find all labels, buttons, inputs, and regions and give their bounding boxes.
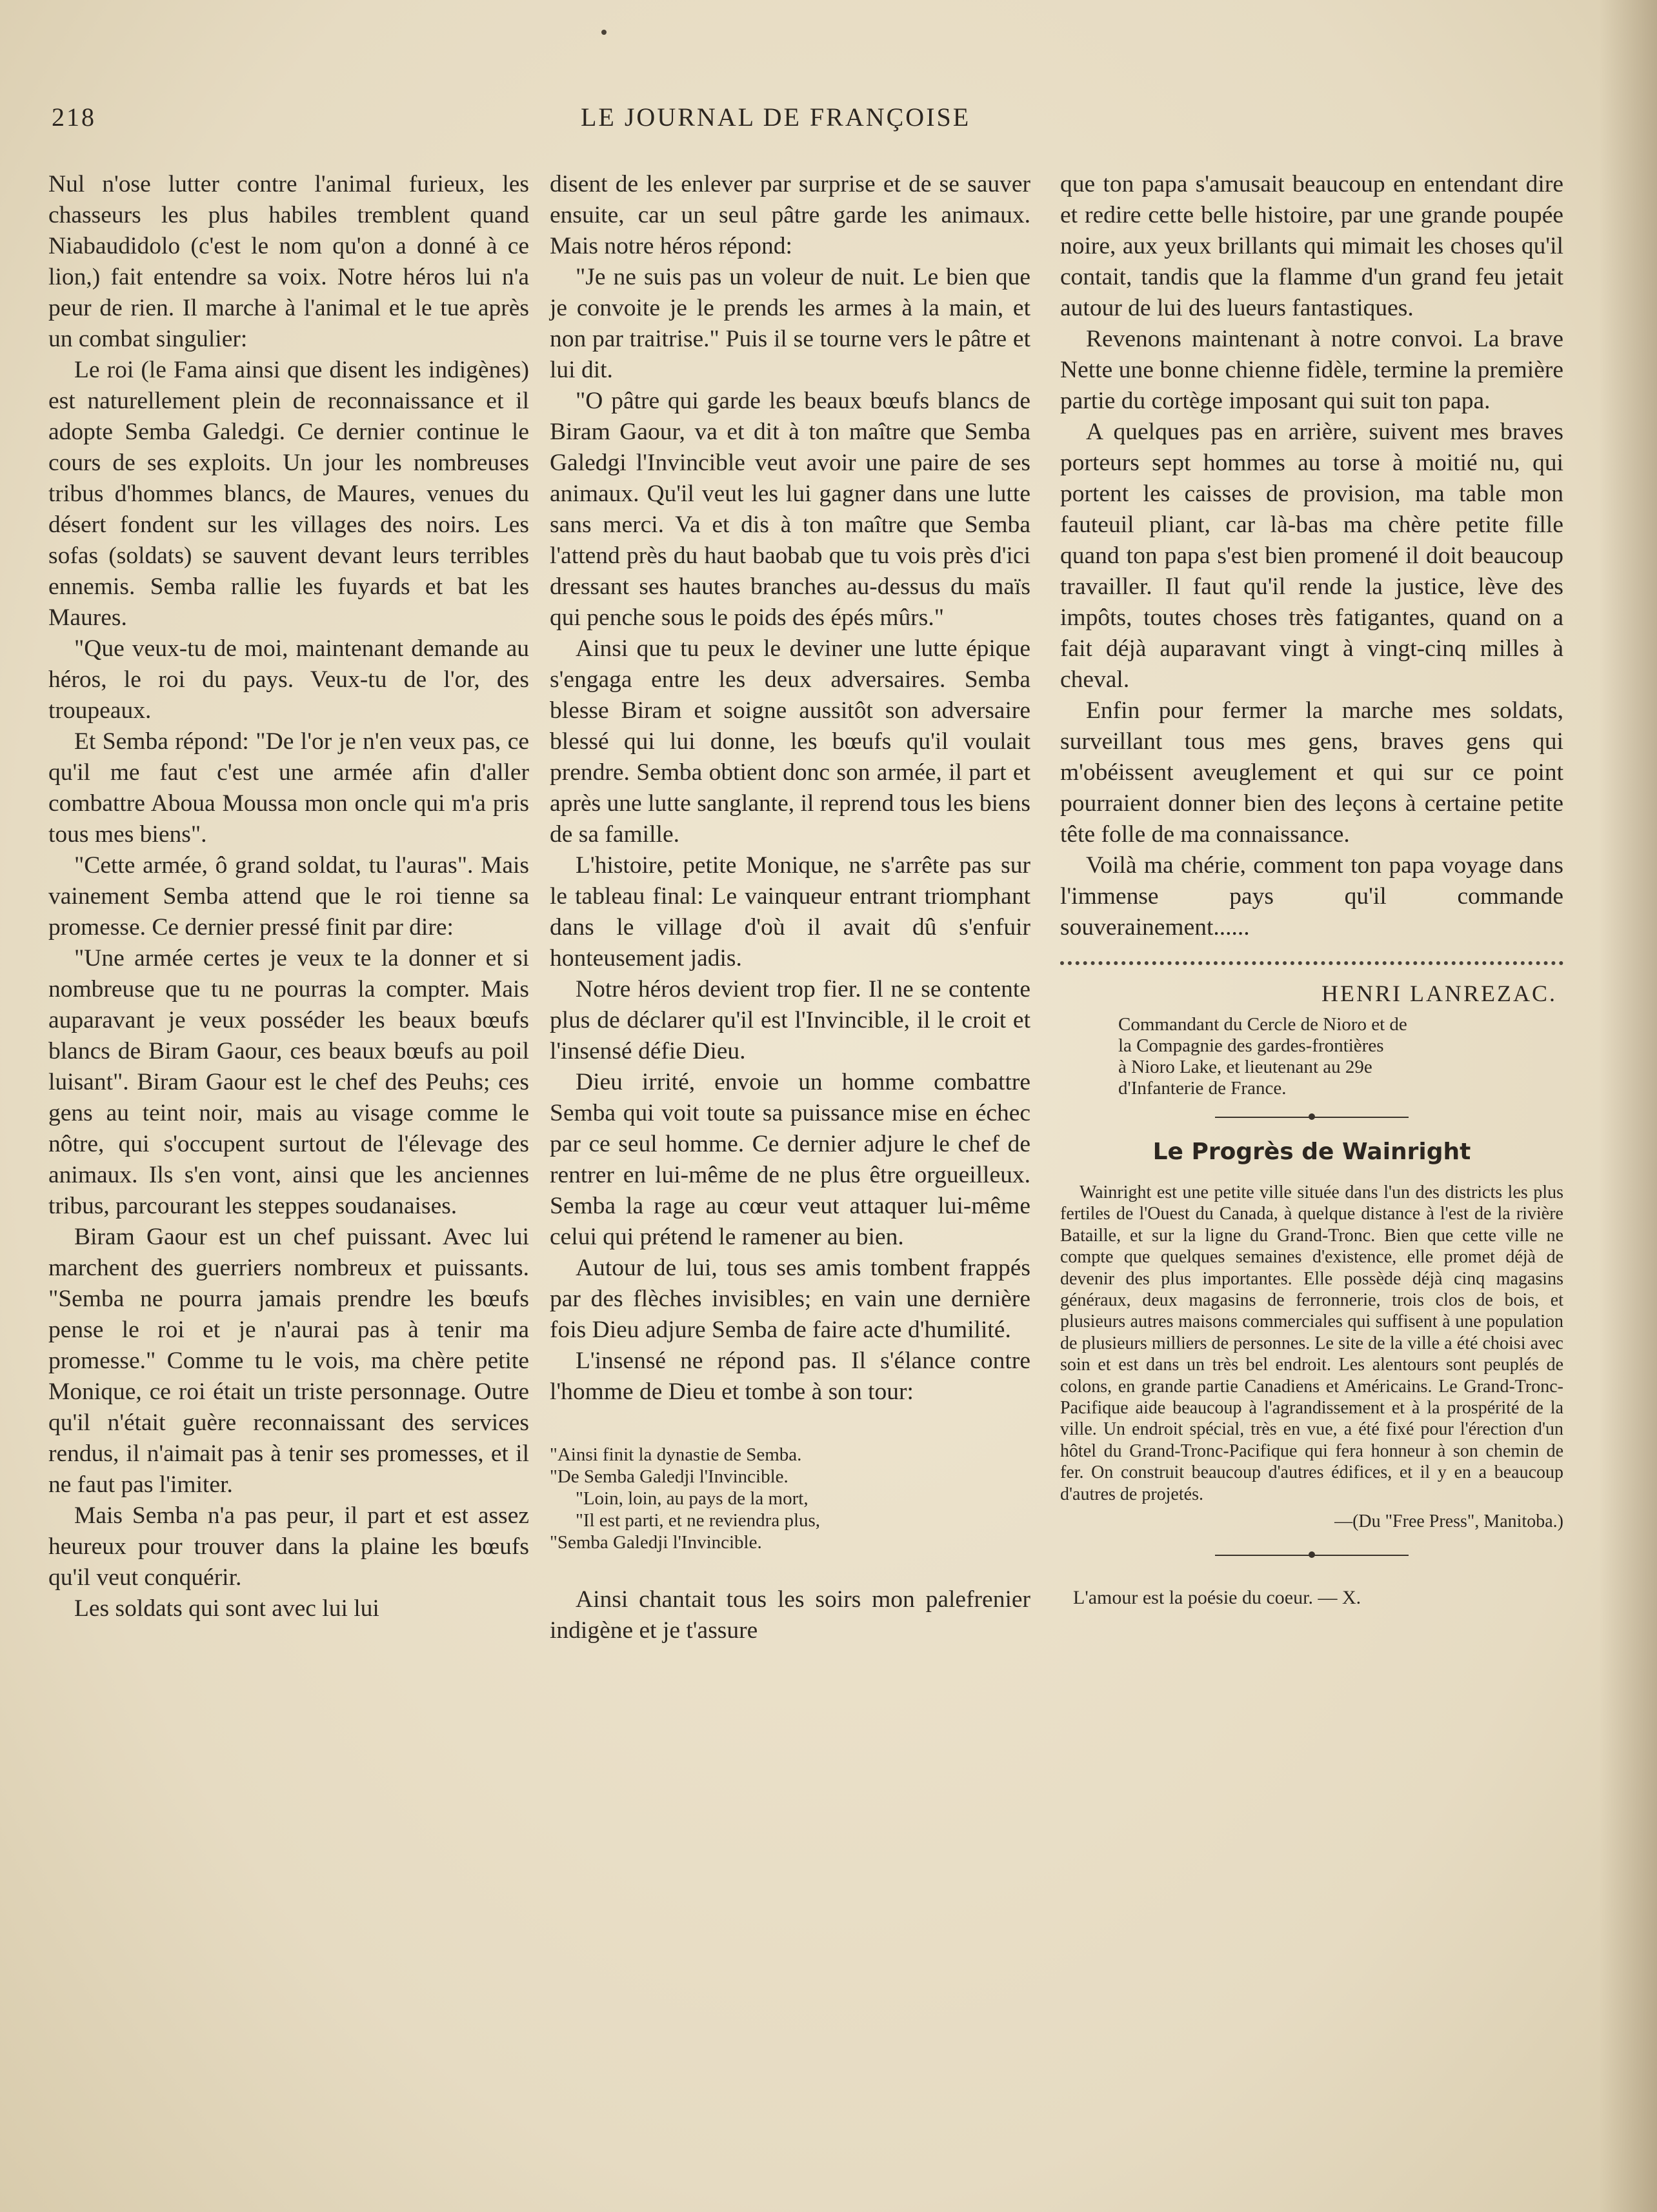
paragraph: Voilà ma chérie, comment ton papa voyage dans l'immense pays qu'il commande souverainement...... [1060, 852, 1563, 941]
ornamental-rule [1215, 1549, 1409, 1562]
paragraph: Revenons maintenant à notre convoi. La brave Nette une bonne chienne fidèle, termine la première partie du cortège imposant qui suit ton papa. [1060, 326, 1563, 414]
verse-line: "Semba Galedji l'Invincible. [550, 1532, 762, 1553]
paragraph: Mais Semba n'a pas peur, il part et est assez heureux pour trouver dans la plaine les bœufs qu'il veut conquérir. [48, 1502, 529, 1591]
paragraph: L'histoire, petite Monique, ne s'arrête pas sur le tableau final: Le vainqueur entrant triomphant dans le village d'où il avait dû s'enfuir honteusement jadis. [550, 852, 1030, 971]
paragraph: "Une armée certes je veux te la donner et si nombreuse que tu ne pourras la compter. Mais auparavant je veux posséder les beaux bœufs blancs de Biram Gaour, ces beaux bœufs au poil luisant". Biram Gaour est le chef des Peuhs; ces gens au teint noir, mais au visage comme le nôtre, qui s'occupent surtout de l'élevage des animaux. Ils s'en vont, ainsi que les anciennes tribus, parcourant les steppes soudanaises. [48, 945, 529, 1219]
paragraph: Et Semba répond: "De l'or je n'en veux pas, ce qu'il me faut c'est une armée afin d'aller combattre Aboua Moussa mon oncle qui m'a pris tous mes biens". [48, 728, 529, 848]
maxim: L'amour est la poésie du coeur. — X. [1073, 1587, 1361, 1609]
author-title-line: d'Infanterie de France. [1118, 1078, 1287, 1099]
column-2 [550, 169, 1030, 1646]
paragraph: Notre héros devient trop fier. Il ne se contente plus de déclarer qu'il est l'Invincible, il le croit et l'insensé défie Dieu. [550, 976, 1030, 1064]
column-3 [1060, 169, 1563, 1613]
print-mark [601, 30, 607, 35]
author-title-line: la Compagnie des gardes-frontières [1118, 1035, 1384, 1056]
paragraph: "Je ne suis pas un voleur de nuit. Le bien que je convoite je le prends les armes à la main, et non par traitrise." Puis il se tourne vers le pâtre et lui dit. [550, 264, 1030, 383]
article-paragraph: Wainright est une petite ville située dans l'un des districts les plus fertiles de l'Ouest du Canada, à quelque distance à l'est de la rivière Bataille, et sur la ligne du Grand-Tronc. Bien que cette ville ne compte que quelques semaines d'existence, elle promet déjà de devenir des plus importantes. Elle possède déjà cinq magasins généraux, deux magasins de ferronnerie, trois clos de bois, et plusieurs autres maisons commerciales qui suffisent à une population de plusieurs milliers de personnes. Le site de la ville a été choisi avec soin et est dans un très bel endroit. Les alentours sont peuplés de colons, en grande partie Canadiens et Américains. Le Grand-Tronc-Pacifique aide beaucoup à l'agrandissement et à la prospérité de la ville. Un endroit spécial, très en vue, a été fixé pour l'érection d'un hôtel du Grand-Tronc-Pacifique qui fera honneur à son chemin de fer. On construit beaucoup d'autres édifices, et il y en a beaucoup d'autres de projetés. [1060, 1182, 1563, 1504]
paragraph: Enfin pour fermer la marche mes soldats, surveillant tous mes gens, braves gens qui m'obéissent aveuglement et qui sur ce point pourraient donner bien des leçons à certaine petite tête folle de ma connaissance. [1060, 697, 1563, 848]
verse-line: "Ainsi finit la dynastie de Semba. [550, 1444, 802, 1465]
page-number: 218 [52, 103, 96, 132]
verse-line: "Loin, loin, au pays de la mort, [576, 1488, 808, 1509]
article-source: —(Du "Free Press", Manitoba.) [1334, 1511, 1563, 1532]
song-verse [550, 1444, 1030, 1553]
paragraph: Biram Gaour est un chef puissant. Avec lui marchent des guerriers nombreux et puissants. "Semba ne pourra jamais prendre les bœufs pense le roi et je n'aurai pas à tenir ma promesse." Comme tu le vois, ma chère petite Monique, ce roi était un triste personnage. Outre qu'il n'était guère reconnaissant des services rendus, il n'aimait pas à tenir ses promesses, et il ne faut pas l'imiter. [48, 1224, 529, 1498]
column-1 [48, 169, 529, 1624]
paragraph: Nul n'ose lutter contre l'animal furieux, les chasseurs les plus habiles tremblent quand Niabaudidolo (c'est le nom qu'on a donné à ce lion,) fait entendre sa voix. Notre héros lui n'a peur de rien. Il marche à l'animal et le tue après un combat singulier: [48, 171, 529, 352]
paragraph: Ainsi que tu peux le deviner une lutte épique s'engaga entre les deux adversaires. Semba blesse Biram et soigne aussitôt son adversaire blessé qui lui donne, les bœufs qu'il voulait prendre. Semba obtient donc son armée, il part et après une lutte sanglante, il reprend tous les biens de sa famille. [550, 635, 1030, 848]
paragraph: A quelques pas en arrière, suivent mes braves porteurs sept hommes au torse à moitié nu, qui portent les caisses de provision, ma table mon fauteuil pliant, car là-bas ma chère petite fille quand ton papa s'est bien promené il doit beaucoup travailler. Il faut qu'il rende la justice, lève des impôts, toutes choses très fatigantes, quand on a fait déjà auparavant vingt à vingt-cinq milles à cheval. [1060, 419, 1563, 693]
paragraph: Le roi (le Fama ainsi que disent les indigènes) est naturellement plein de reconnaissance et il adopte Semba Galedgi. Ce dernier continue le cours de ses exploits. Un jour les nombreuses tribus d'hommes blancs, de Maures, venues du désert fondent sur les villages des noirs. Les sofas (soldats) se sauvent devant leurs terribles ennemis. Semba rallie les fuyards et bat les Maures. [48, 357, 529, 631]
ornamental-rule [1215, 1111, 1409, 1124]
author-signature: HENRI LANREZAC. [1321, 981, 1557, 1006]
paragraph: "Que veux-tu de moi, maintenant demande au héros, le roi du pays. Veux-tu de l'or, des troupeaux. [48, 635, 529, 724]
paragraph: disent de les enlever par surprise et de se sauver ensuite, car un seul pâtre garde les animaux. Mais notre héros répond: [550, 171, 1030, 259]
paragraph: Autour de lui, tous ses amis tombent frappés par des flèches invisibles; en vain une dernière fois Dieu adjure Semba de faire acte d'humilité. [550, 1255, 1030, 1343]
author-title [1060, 1014, 1563, 1099]
dotted-separator [1060, 959, 1563, 965]
paragraph: Dieu irrité, envoie un homme combattre Semba qui voit toute sa puissance mise en échec par ce seul homme. Ce dernier adjure le chef de rentrer en lui-même de ne plus être orgueilleux. Semba la rage au cœur veut attaquer lui-même celui qui prétend le ramener au bien. [550, 1069, 1030, 1250]
page-binding-shadow [1599, 0, 1657, 2212]
article-title: Le Progrès de Wainright [1152, 1139, 1471, 1165]
journal-title: LE JOURNAL DE FRANÇOISE [581, 103, 971, 132]
paragraph: "O pâtre qui garde les beaux bœufs blancs de Biram Gaour, va et dit à ton maître que Semba Galedgi l'Invincible veut avoir une paire de ses animaux. Qu'il veut les lui gagner dans une lutte sans merci. Va et dis à ton maître que Semba l'attend près du haut baobab que tu vois près d'ici dressant ses hautes branches au-dessus du maïs qui penche sous le poids des épés mûrs." [550, 388, 1030, 631]
page-header [52, 102, 1032, 141]
verse-line: "Il est parti, et ne reviendra plus, [576, 1510, 821, 1531]
author-title-line: Commandant du Cercle de Nioro et de [1118, 1014, 1407, 1035]
paragraph: "Cette armée, ô grand soldat, tu l'auras". Mais vainement Semba attend que le roi tienne sa promesse. Ce dernier pressé finit par dire: [48, 852, 529, 941]
paragraph: L'insensé ne répond pas. Il s'élance contre l'homme de Dieu et tombe à son tour: [550, 1348, 1030, 1405]
verse-line: "De Semba Galedji l'Invincible. [550, 1466, 788, 1487]
paragraph: Les soldats qui sont avec lui lui [74, 1595, 379, 1622]
paragraph: Ainsi chantait tous les soirs mon palefrenier indigène et je t'assure [550, 1586, 1030, 1644]
paragraph: que ton papa s'amusait beaucoup en entendant dire et redire cette belle histoire, par une grande poupée noire, aux yeux brillants qui mimait les choses qu'il contait, tandis que la flamme d'un grand feu jetait autour de lui des lueurs fantastiques. [1060, 171, 1563, 321]
author-title-line: à Nioro Lake, et lieutenant au 29e [1118, 1057, 1372, 1077]
article-body [1060, 1182, 1563, 1505]
